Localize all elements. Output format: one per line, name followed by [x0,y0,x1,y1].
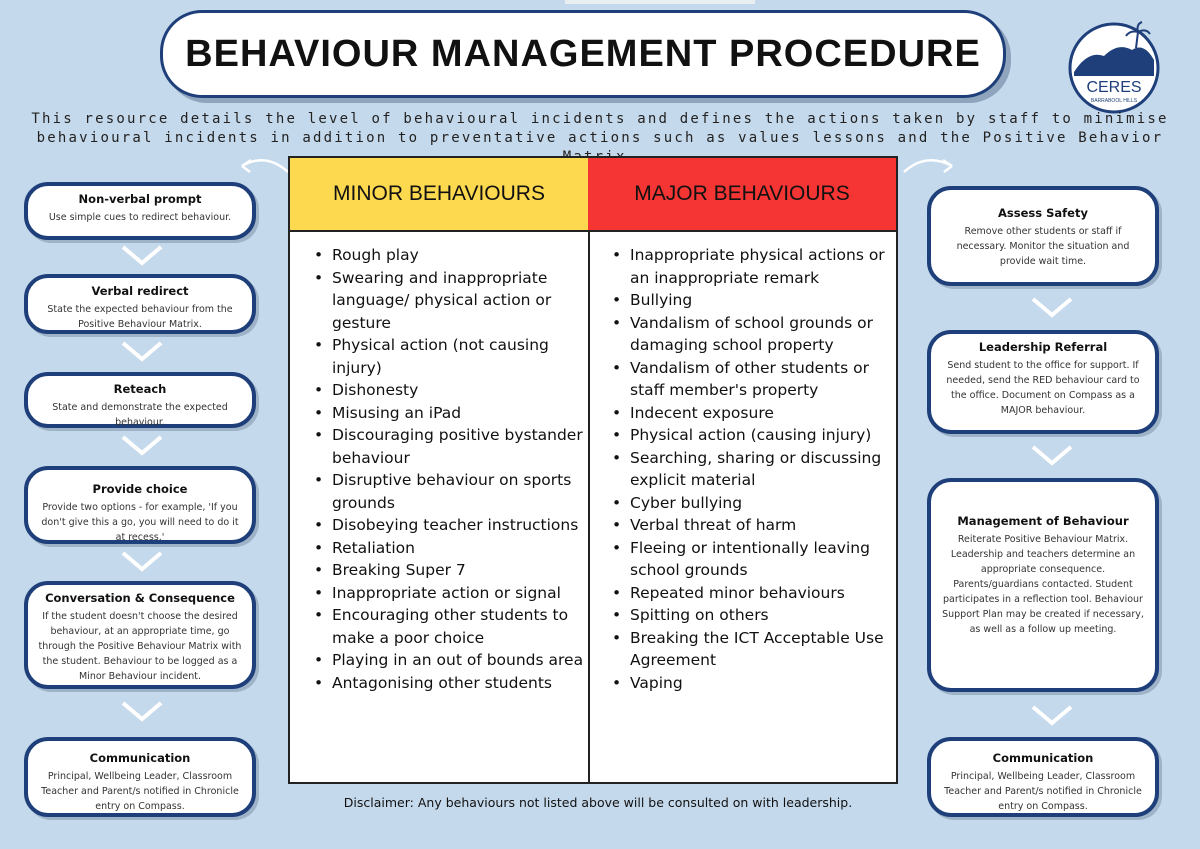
list-item: • Retaliation [332,537,588,560]
list-item: • Bullying [630,289,896,312]
major-behaviours-list [588,244,896,694]
list-item: • Breaking the ICT Acceptable Use Agreement [630,627,896,672]
step-heading: Leadership Referral [978,340,1108,354]
left-step-card [24,372,256,428]
list-item: • Fleeing or intentionally leaving school grounds [630,537,896,582]
step-body: Reiterate Positive Behaviour Matrix. Leadership and teachers determine an appropriate consequence. Parents/guardians contacted. Student participates in a reflection tool. Behaviour Support Plan may be created if necessary, as well as a follow up meeting. [942,534,1144,635]
intro-line-1: This resource details the level of behavioural incidents and defines the actions taken by staff to minimise [31,111,1169,127]
step-body: State and demonstrate the expected behaviour. [52,402,228,428]
step-heading: Communication [992,751,1094,765]
step-body: Provide two options - for example, 'If you don't give this a go, you will need to do it at recess.' [41,502,239,543]
list-item: • Physical action (causing injury) [630,424,896,447]
disclaimer: Disclaimer: Any behaviours not listed above will be consulted on with leadership. [343,795,853,810]
behaviour-table [288,156,898,784]
list-item: • Verbal threat of harm [630,514,896,537]
list-item: • Rough play [332,244,588,267]
chevron-down-icon [120,700,164,722]
step-heading: Assess Safety [998,206,1088,220]
list-item: • Swearing and inappropriate language/ physical action or gesture [332,267,588,335]
step-body: Send student to the office for support. If needed, send the RED behaviour card to the office. Document on Compass as a MAJOR behaviour. [946,360,1140,416]
list-item: • Indecent exposure [630,402,896,425]
chevron-down-icon [1030,296,1074,318]
list-item: • Antagonising other students [332,672,588,695]
list-item: • Cyber bullying [630,492,896,515]
list-item: • Inappropriate physical actions or an inappropriate remark [630,244,896,289]
chevron-down-icon [1030,704,1074,726]
chevron-down-icon [120,340,164,362]
right-step-card [927,478,1159,692]
left-step-card [24,581,256,689]
list-item: • Searching, sharing or discussing explicit material [630,447,896,492]
list-item: • Inappropriate action or signal [332,582,588,605]
school-logo [1066,20,1162,116]
right-step-card [927,186,1159,286]
curved-arrow-left-icon [232,150,292,180]
minor-behaviours-heading: MINOR BEHAVIOURS [290,158,588,232]
logo-subtext: BARRABOOL HILLS [1090,98,1138,104]
major-behaviours-heading: MAJOR BEHAVIOURS [588,158,896,232]
minor-behaviours-list [290,244,588,694]
right-step-card [927,330,1159,434]
list-item: • Vaping [630,672,896,695]
step-heading: Management of Behaviour [957,514,1129,528]
left-step-card [24,737,256,817]
list-item: • Spitting on others [630,604,896,627]
chevron-down-icon [120,434,164,456]
major-behaviours-column [588,158,896,782]
intro-line-2: behavioural incidents in addition to preventative actions such as values lessons and the Positive Behavior [36,130,1164,146]
step-body: Principal, Wellbeing Leader, Classroom Teacher and Parent/s notified in Chronicle entry on Compass. [944,771,1142,812]
step-body: Principal, Wellbeing Leader, Classroom Teacher and Parent/s notified in Chronicle entry on Compass. [41,771,239,812]
step-heading: Provide choice [92,482,188,496]
chevron-down-icon [120,244,164,266]
left-step-card [24,466,256,544]
step-body: If the student doesn't choose the desired behaviour, at an appropriate time, go through the Positive Behaviour Matrix with the student. Behaviour to be logged as a Minor Behaviour incident. [38,611,242,682]
list-item: • Physical action (not causing injury) [332,334,588,379]
list-item: • Misusing an iPad [332,402,588,425]
list-item: • Dishonesty [332,379,588,402]
top-strip [565,0,755,4]
list-item: • Breaking Super 7 [332,559,588,582]
page-title: BEHAVIOUR MANAGEMENT PROCEDURE [185,32,981,75]
minor-behaviours-column [290,158,590,782]
step-heading: Reteach [113,382,167,396]
list-item: • Vandalism of other students or staff member's property [630,357,896,402]
list-item: • Playing in an out of bounds area [332,649,588,672]
step-body: State the expected behaviour from the Positive Behaviour Matrix. [47,304,233,330]
right-step-card [927,737,1159,817]
step-heading: Communication [89,751,191,765]
step-heading: Conversation & Consequence [45,591,235,605]
left-step-card [24,274,256,334]
list-item: • Encouraging other students to make a poor choice [332,604,588,649]
list-item: • Discouraging positive bystander behaviour [332,424,588,469]
title-banner [160,10,1006,98]
curved-arrow-right-icon [900,150,964,180]
step-heading: Verbal redirect [91,284,189,298]
logo-text: CERES [1086,79,1142,96]
step-body: Use simple cues to redirect behaviour. [48,212,232,223]
chevron-down-icon [120,550,164,572]
list-item: • Disobeying teacher instructions [332,514,588,537]
list-item: • Disruptive behaviour on sports grounds [332,469,588,514]
list-item: • Vandalism of school grounds or damaging school property [630,312,896,357]
list-item: • Repeated minor behaviours [630,582,896,605]
left-step-card [24,182,256,240]
step-heading: Non-verbal prompt [78,192,202,206]
chevron-down-icon [1030,444,1074,466]
step-body: Remove other students or staff if necessary. Monitor the situation and provide wait time. [956,226,1130,267]
